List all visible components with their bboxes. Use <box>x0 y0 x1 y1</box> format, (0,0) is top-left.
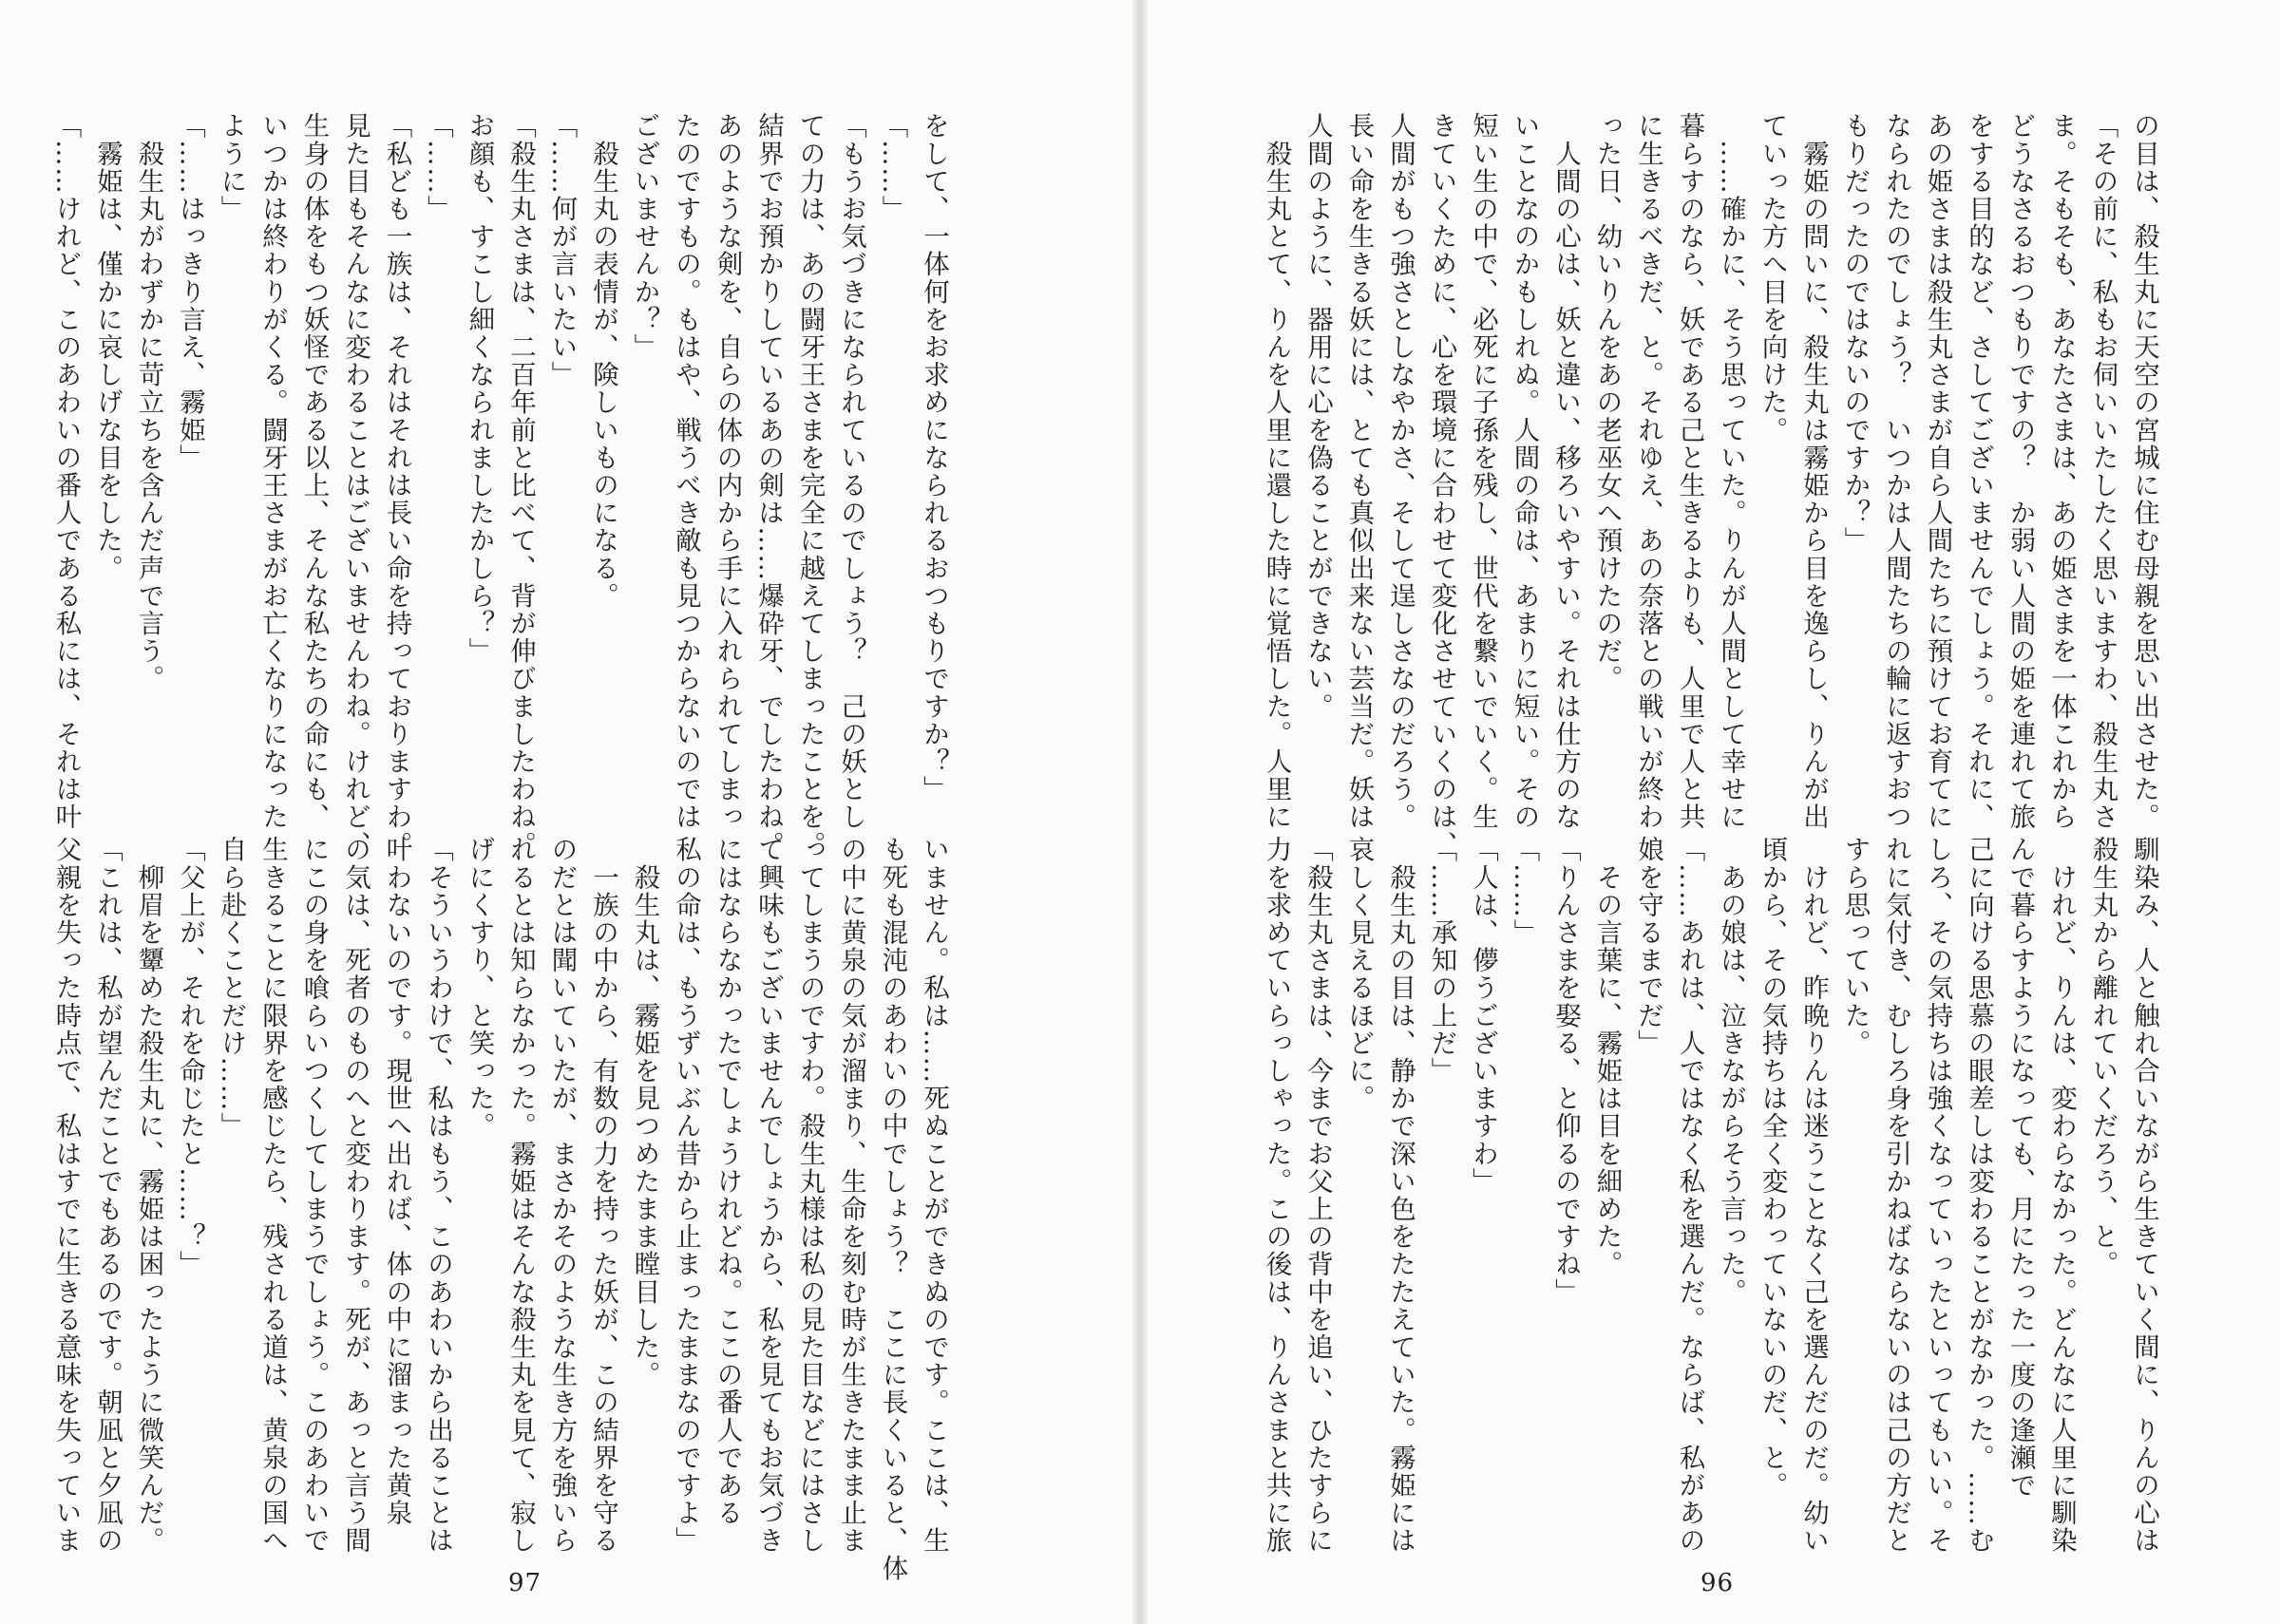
text-line: ように」 <box>216 112 247 223</box>
text-line: て興味もございませんでしょうから、私を見てもお気づき <box>753 836 784 1555</box>
text-line: 「りんさまを娶る、と仰るのですね」 <box>1550 836 1581 1306</box>
text-line: 己に向ける思慕の眼差しは変わることがなかった。……む <box>1964 836 1994 1555</box>
text-line: あの娘は、泣きながらそう言った。 <box>1716 836 1746 1306</box>
text-line: 「これは、私が望んだことでもあるのです。朝凪と夕凪の <box>92 836 123 1555</box>
text-line: った日、幼いりんをあの老巫女へ預けたのだ。 <box>1591 112 1623 693</box>
text-line: 父親を失った時点で、私はすでに生きる意味を失っていま <box>50 836 82 1555</box>
text-line: 力を求めていらっしゃった。この後は、りんさまと共に旅 <box>1261 836 1292 1555</box>
text-line: 一族の中から、有数の力を持った妖が、この結界を守る <box>588 836 618 1555</box>
text-line: お顔も、すこし細くなられましたかしら？」 <box>464 112 495 665</box>
text-line: をして、一体何をお求めになられるおつもりですか？」 <box>919 112 949 803</box>
text-line: 「……」 <box>1509 836 1540 947</box>
text-line: ての力は、あの闘牙王さまを完全に越えてしまったことを。 <box>794 112 826 859</box>
text-line: きていくために、心を環境に合わせて変化させていくのは、 <box>1426 112 1457 859</box>
text-line: 娘を守るまでだ」 <box>1633 836 1663 1057</box>
text-line: あの姫さまは殺生丸さまが自ら人間たちに預けてお育てに <box>1922 112 1953 831</box>
text-line: 見た目もそんなに変わることはございませんわね。けれど、 <box>340 112 370 859</box>
text-line: げにくすり、と笑った。 <box>464 836 495 1141</box>
text-line: けれど、りんは、変わらなかった。どんなに人里に馴染 <box>2046 836 2077 1555</box>
text-line: ま。そもそも、あなたさまは、あの姫さまを一体これから <box>2046 112 2077 831</box>
left-page-upper-text <box>50 112 954 859</box>
text-line: のだとは聞いていたが、まさかそのような生き方を強いら <box>546 836 578 1555</box>
text-line: 霧姫は、僅かに哀しげな目をした。 <box>92 112 123 582</box>
text-line: ……確かに、そう思っていた。りんが人間として幸せに <box>1716 112 1746 831</box>
text-line: 「私ども一族は、それはそれは長い命を持っておりますわ。 <box>381 112 412 859</box>
text-line: 人間がもつ強さとしなやかさ、そして逞しさなのだろう。 <box>1385 112 1416 831</box>
text-line: 「……承知の上だ」 <box>1426 836 1457 1085</box>
left-page-lower-text <box>50 836 954 1582</box>
text-line: の気は、死者のものへと変わります。死が、あっと言う間 <box>340 836 370 1555</box>
text-line: けれど、昨晩りんは迷うことなく己を選んだのだ。幼い <box>1798 836 1829 1555</box>
text-line: 「もうお気づきになられているのでしょう？ 己の妖とし <box>836 112 866 831</box>
text-line: 殺生丸の目は、静かで深い色をたたえていた。霧姫には <box>1385 836 1416 1555</box>
text-line: 「……何が言いたい」 <box>546 112 578 388</box>
text-line: あのような剣を、自らの体の内から手に入れられてしまっ <box>712 112 743 831</box>
text-line: 殺生丸から離れていくだろう、と。 <box>2087 836 2118 1278</box>
text-line: 「その前に、私もお伺いいたしたく思いますわ、殺生丸さ <box>2087 112 2118 831</box>
text-line: 自ら赴くことだけ……」 <box>216 836 247 1141</box>
right-page-lower-text <box>1261 836 2164 1555</box>
text-line: も死も混沌のあわいの中でしょう？ ここに長くいると、体 <box>877 836 908 1582</box>
page-number-right: 96 <box>1700 1569 1735 1597</box>
right-page-upper-text <box>1261 112 2164 859</box>
text-line: 「そういうわけで、私はもう、このあわいから出ることは <box>423 836 453 1555</box>
text-line: 殺生丸の表情が、険しいものになる。 <box>588 112 618 610</box>
text-line: にこの身を喰らいつくしてしまうでしょう。このあわいで <box>298 836 330 1555</box>
text-line: にはならなかったでしょうけれどね。ここの番人である <box>712 836 743 1527</box>
text-line: 馴染み、人と触れ合いながら生きていく間に、りんの心は <box>2129 836 2159 1555</box>
text-line: に生きるべきだ、と。それゆえ、あの奈落との戦いが終わ <box>1633 112 1663 831</box>
text-line: いません。私は……死ぬことができぬのです。ここは、生 <box>919 836 949 1555</box>
text-line: れに気付き、むしろ身を引かねばならないのは己の方だと <box>1881 836 1911 1555</box>
text-line: 私の命は、もうずいぶん昔から止まったままなのですよ」 <box>671 836 701 1555</box>
text-line: 「……けれど、このあわいの番人である私には、それは叶 <box>50 112 82 831</box>
text-line: 人間の心は、妖と違い、移ろいやすい。それは仕方のな <box>1550 112 1581 831</box>
text-line: 殺生丸は、霧姫を見つめたまま瞠目した。 <box>629 836 660 1388</box>
text-line: ていった方へ目を向けた。 <box>1757 112 1788 444</box>
text-line: すら思っていた。 <box>1839 836 1871 1057</box>
text-line: 柳眉を顰めた殺生丸に、霧姫は困ったように微笑んだ。 <box>133 836 164 1555</box>
text-line: 生きることに限界を感じたら、残される道は、黄泉の国へ <box>257 836 288 1555</box>
text-line: 暮らすのなら、妖である己と生きるよりも、人里で人と共 <box>1674 112 1705 831</box>
text-line: ございませんか？」 <box>629 112 660 361</box>
text-line: んで暮らすようになっても、月にたった一度の逢瀬で <box>2004 836 2036 1500</box>
text-line: 「人は、儚うございますわ」 <box>1468 836 1498 1196</box>
book-gutter <box>1132 0 1148 1624</box>
page-number-left: 97 <box>508 1569 542 1597</box>
text-line: 「……」 <box>423 112 453 223</box>
text-line: 結界でお預かりしているあの剣は……爆砕牙、でしたわね。 <box>753 112 784 859</box>
text-line: もりだったのではないのですか？」 <box>1839 112 1871 555</box>
text-line: の中に黄泉の気が溜まり、生命を刻む時が生きたまま止ま <box>836 836 866 1555</box>
text-line: 霧姫の問いに、殺生丸は霧姫から目を逸らし、りんが出 <box>1798 112 1829 831</box>
text-line: ってしまうのですわ。殺生丸様は私の見た目などにはさし <box>794 836 826 1555</box>
text-line: 殺生丸がわずかに苛立ちを含んだ声で言う。 <box>133 112 164 693</box>
text-line: 「殺生丸さまは、二百年前と比べて、背が伸びましたわね。 <box>505 112 536 859</box>
text-line: いことなのかもしれぬ。人間の命は、あまりに短い。その <box>1509 112 1540 831</box>
text-line: 人間のように、器用に心を偽ることができない。 <box>1302 112 1333 721</box>
text-line: 叶わないのです。現世へ出れば、体の中に溜まった黄泉 <box>381 836 412 1527</box>
text-line: 殺生丸とて、りんを人里に還した時に覚悟した。人里に <box>1261 112 1292 831</box>
text-line: 「……」 <box>877 112 908 223</box>
text-line: 長い命を生きる妖には、とても真似出来ない芸当だ。妖は <box>1343 112 1375 831</box>
text-line: れるとは知らなかった。霧姫はそんな殺生丸を見て、寂し <box>505 836 536 1555</box>
text-line: 「……はっきり言え、霧姫」 <box>175 112 205 472</box>
text-line: たのですもの。もはや、戦うべき敵も見つからないのでは <box>671 112 701 831</box>
text-line: なられたのでしょう？ いつかは人間たちの輪に返すおつ <box>1881 112 1911 831</box>
text-line: その言葉に、霧姫は目を細めた。 <box>1591 836 1623 1278</box>
text-line: 「……あれは、人ではなく私を選んだ。ならば、私があの <box>1674 836 1705 1555</box>
text-line: 「殺生丸さまは、今までお父上の背中を追い、ひたすらに <box>1302 836 1333 1555</box>
text-line: の目は、殺生丸に天空の宮城に住む母親を思い出させた。 <box>2129 112 2159 831</box>
text-line: いつかは終わりがくる。闘牙王さまがお亡くなりになった <box>257 112 288 831</box>
text-line: 頃から、その気持ちは全く変わっていないのだ、と。 <box>1757 836 1788 1500</box>
text-line: 短い生の中で、必死に子孫を残し、世代を繋いでいく。生 <box>1468 112 1498 831</box>
text-line: 生身の体をもつ妖怪である以上、そんな私たちの命にも、 <box>298 112 330 831</box>
text-line: どうなさるおつもりですの？ か弱い人間の姫を連れて旅 <box>2004 112 2036 831</box>
text-line: しろ、その気持ちは強くなっていったといってもいい。そ <box>1922 836 1953 1555</box>
text-line: 「父上が、それを命じたと……？」 <box>175 836 205 1278</box>
text-line: をする目的など、さしてございませんでしょう。それに、 <box>1964 112 1994 831</box>
text-line: 哀しく見えるほどに。 <box>1343 836 1375 1112</box>
